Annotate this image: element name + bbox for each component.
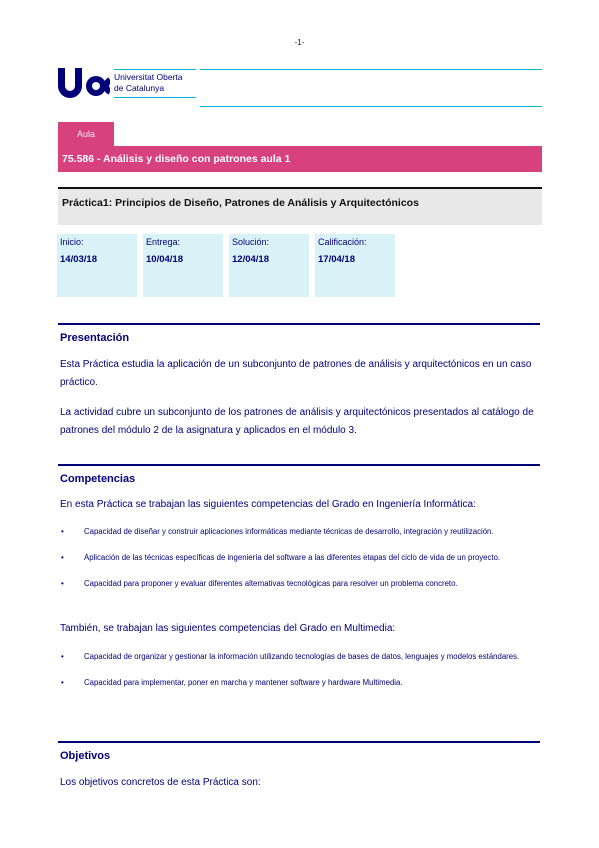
header-rule-right-top	[200, 69, 542, 70]
practica-title: Práctica1: Principios de Diseño, Patrones de Análisis y Arquitectónicos	[58, 189, 542, 225]
competencias-list-multimedia	[58, 651, 542, 703]
section-title-objetivos: Objetivos	[60, 750, 111, 762]
header-rule-middle	[114, 97, 196, 98]
header-rule-right-bottom	[200, 106, 542, 107]
list-item-text: Capacidad para implementar, poner en marcha y mantener software y hardware Multimedia.	[84, 678, 403, 687]
date-label: Inicio:	[60, 237, 84, 247]
list-item-text: Capacidad de diseñar y construir aplicaciones informáticas mediante técnicas de desarrollo, integración y reutilización.	[84, 527, 494, 536]
section-rule	[58, 323, 540, 325]
university-name-line2: de Catalunya	[114, 83, 165, 93]
presentacion-paragraph-2: La actividad cubre un subconjunto de los patrones de análisis y arquitectónicos presentados al catálogo de patrones del módulo 2 de la asignatura y aplicados en el módulo 3.	[60, 407, 534, 436]
section-rule	[58, 741, 540, 743]
date-value: 14/03/18	[60, 254, 97, 265]
section-title-presentacion: Presentación	[60, 332, 130, 344]
date-value: 12/04/18	[232, 254, 269, 265]
list-item-text: Capacidad de organizar y gestionar la información utilizando tecnologías de bases de datos, lenguajes y modelos estándares.	[84, 652, 520, 661]
competencias-intro-informatica: En esta Práctica se trabajan las siguientes competencias del Grado en Ingeniería Informática:	[60, 499, 476, 510]
date-entrega	[143, 234, 223, 297]
university-name	[114, 72, 183, 94]
list-item	[58, 651, 542, 663]
list-item-text: Capacidad para proponer y evaluar diferentes alternativas tecnológicas para resolver un problema concreto.	[84, 579, 458, 588]
date-calificacion	[315, 234, 395, 297]
list-item	[58, 552, 542, 564]
date-label: Calificación:	[318, 237, 367, 247]
date-solucion	[229, 234, 309, 297]
competencias-intro-multimedia: También, se trabajan las siguientes competencias del Grado en Multimedia:	[60, 623, 396, 634]
bullet-icon: •	[61, 553, 64, 562]
university-name-line1: Universitat Oberta	[114, 72, 183, 82]
section-title-competencias: Competencias	[60, 473, 136, 485]
objetivos-intro: Los objetivos concretos de esta Práctica son:	[60, 777, 261, 788]
aula-tab: Aula	[58, 122, 114, 146]
dates-row	[57, 234, 395, 297]
list-item-text: Aplicación de las técnicas específicas de ingeniería del software a las diferentes etapas del ciclo de vida de un proyecto.	[84, 553, 501, 562]
header-rule-top	[114, 69, 196, 70]
list-item	[58, 526, 542, 538]
list-item	[58, 578, 542, 590]
date-inicio	[57, 234, 137, 297]
page-number: -1-	[294, 38, 305, 47]
date-label: Solución:	[232, 237, 270, 247]
presentacion-paragraph-1: Esta Práctica estudia la aplicación de un subconjunto de patrones de análisis y arquitectónicos en un caso práctico.	[60, 359, 532, 388]
section-rule	[58, 464, 540, 466]
bullet-icon: •	[61, 678, 64, 687]
course-title: 75.586 - Análisis y diseño con patrones aula 1	[58, 146, 542, 172]
competencias-list-informatica	[58, 526, 542, 604]
date-value: 10/04/18	[146, 254, 183, 265]
list-item	[58, 677, 542, 689]
bullet-icon: •	[61, 579, 64, 588]
date-value: 17/04/18	[318, 254, 355, 265]
date-label: Entrega:	[146, 237, 181, 247]
bullet-icon: •	[61, 652, 64, 661]
uoc-logo	[58, 66, 110, 106]
bullet-icon: •	[61, 527, 64, 536]
